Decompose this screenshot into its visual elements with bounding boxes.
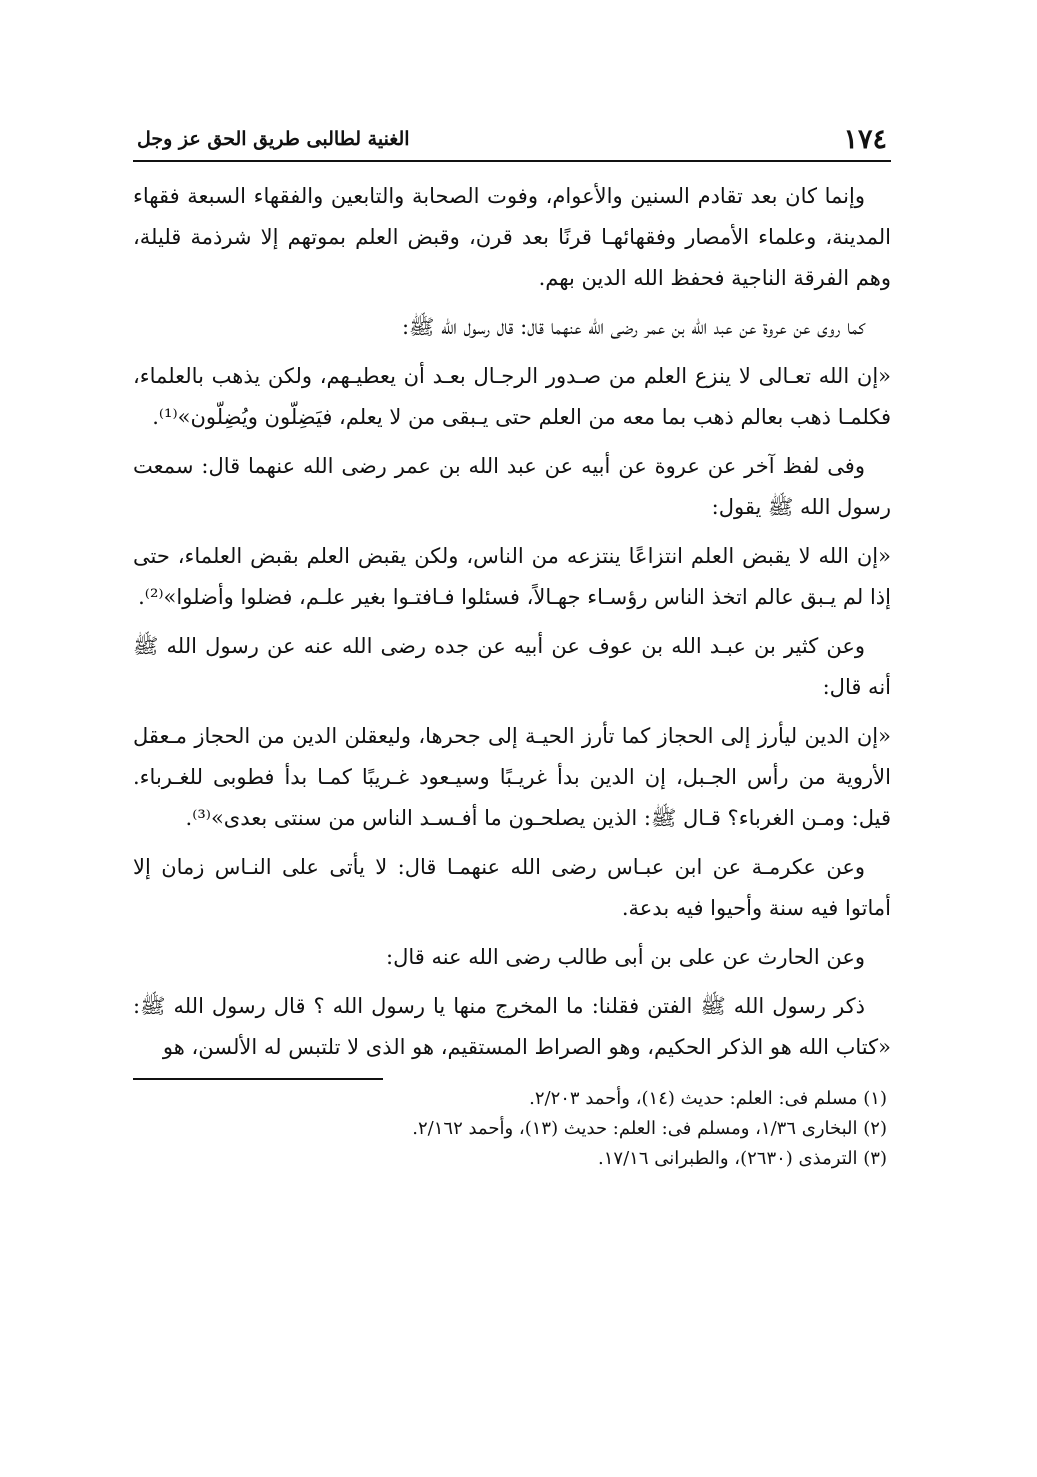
footnote-divider (133, 1078, 383, 1080)
footnote-1: (١) مسلم فى: العلم: حديث (١٤)، وأحمد ٢/٢٠٣. (529, 1088, 887, 1109)
hadith-quote: «إن الدين ليأرز إلى الحجاز كما تأرز الحيـة إلى جحرها، وليعقلن الدين من الحجاز مـعقل الأروية من رأس الجـبل، إن الدين بدأ غريـبًا وسيـعود غـريبًا كمـا بدأ فطوبى للغـرباء. قيل: ومـن الغرباء؟ قـال ﷺ: الذين يصلحـون ما أفـسـد الناس من سنتى بعدى»⁽³⁾. (133, 724, 891, 830)
book-page (133, 118, 891, 1174)
paragraph: كما روى عن عروة عن عبد الله بن عمر رضى الله عنهما قال: قال رسول الله ﷺ: (401, 315, 865, 339)
hadith-quote: «إن الله لا يقبض العلم انتزاعًا ينتزعه من الناس، ولكن يقبض العلم بقبض العلماء، حتى إذا لم يـبق عالم اتخذ الناس رؤسـاء جهـالاً، فسئلوا فـافتـوا بغير علـم، فضلوا وأضلوا»⁽²⁾. (133, 544, 891, 609)
paragraph: وعن كثير بن عبـد الله بن عوف عن أبيه عن جده رضى الله عنه عن رسول الله ﷺ أنه قال: (133, 634, 891, 699)
paragraph: وفى لفظ آخر عن عروة عن أبيه عن عبد الله بن عمر رضى الله عنهما قال: سمعت رسول الله ﷺ يقول: (133, 454, 891, 519)
footnotes (133, 1078, 891, 1174)
footnote-2: (٢) البخارى ١/٣٦، ومسلم فى: العلم: حديث (١٣)، وأحمد ٢/١٦٢. (412, 1118, 887, 1139)
page-number: ١٧٤ (843, 124, 887, 155)
hadith-quote: «إن الله تعـالى لا ينزع العلم من صـدور الرجـال بعـد أن يعطيـهم، ولكن يذهب بالعلماء، فكلمـا ذهب بعالم ذهب بما معه من العلم حتى يـبقى من لا يعلم، فيَضِلّون ويُضِلّون»⁽¹⁾. (133, 364, 891, 429)
paragraph: وعن عكرمـة عن ابن عبـاس رضى الله عنهمـا قال: لا يأتى على النـاس زمان إلا أماتوا فيه سنة وأحيوا فيه بدعة. (133, 855, 891, 920)
paragraph: ذكر رسول الله ﷺ الفتن فقلنا: ما المخرج منها يا رسول الله ؟ قال رسول الله ﷺ: «كتاب الله هو الذكر الحكيم، وهو الصراط المستقيم، هو الذى لا تلتبس له الألسن، هو (133, 994, 891, 1059)
running-title: الغنية لطالبى طريق الحق عز وجل (137, 128, 410, 150)
footnote-3: (٣) الترمذى (٢٦٣٠)، والطبرانى ١٧/١٦. (598, 1148, 887, 1169)
page-header (133, 118, 891, 162)
paragraph: وعن الحارث عن على بن أبى طالب رضى الله عنه قال: (386, 945, 865, 969)
paragraph: وإنما كان بعد تقادم السنين والأعوام، وفوت الصحابة والتابعين والفقهاء السبعة فقهاء المدينة، وعلماء الأمصار وفقهائهـا قرنًا بعد قرن، وقبض العلم بموتهم إلا شرذمة قليلة، وهم الفرقة الناجية فحفظ الله الدين بهم. (133, 184, 891, 290)
main-text (133, 176, 891, 1068)
